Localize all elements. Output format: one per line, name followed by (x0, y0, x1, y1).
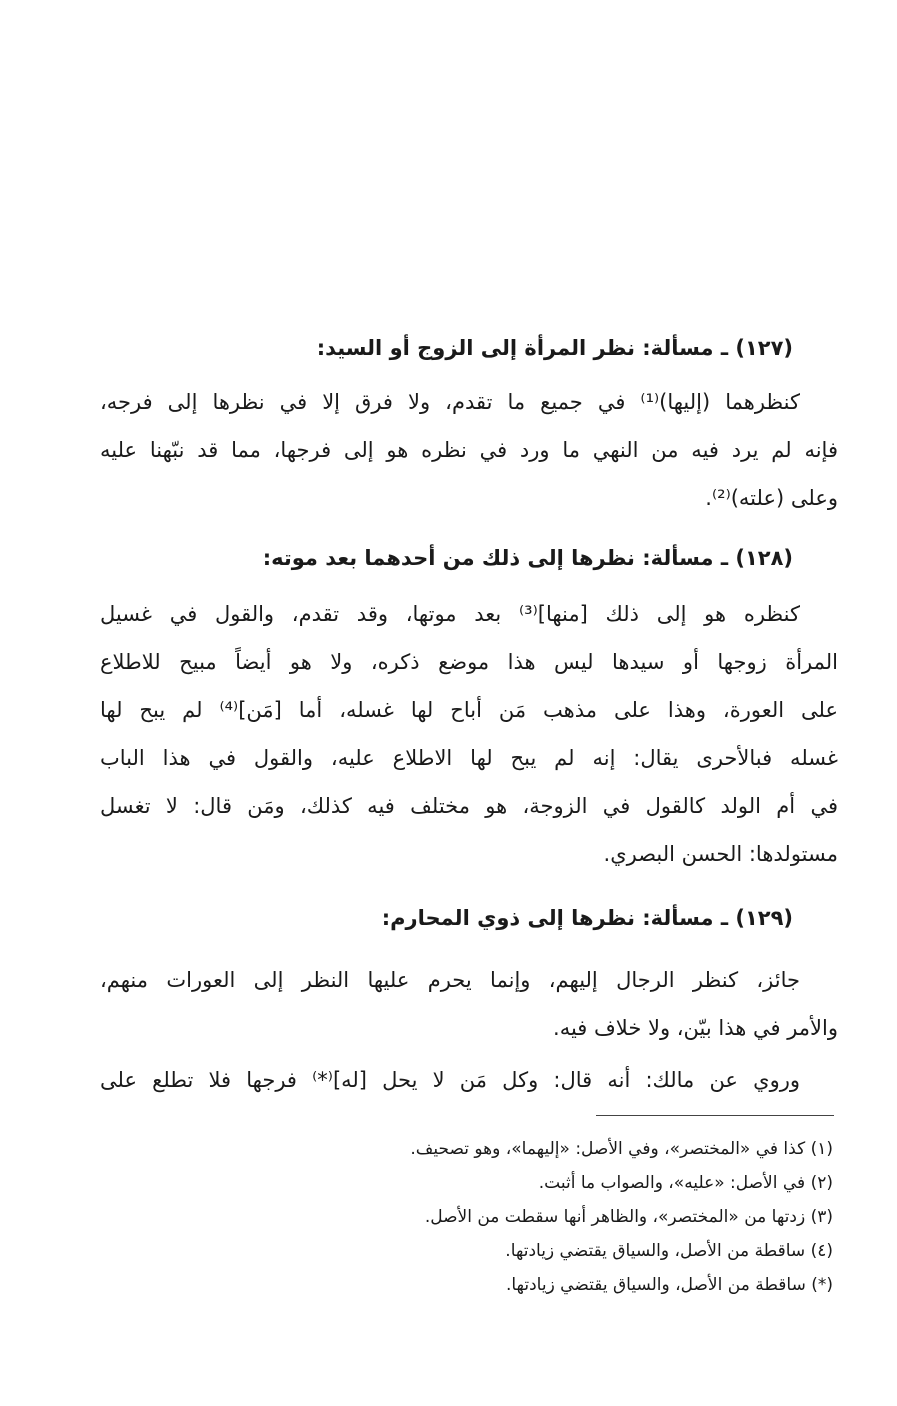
body-line: المرأة زوجها أو سيدها ليس هذا موضع ذكره، ولا هو أيضاً مبيح للاطلاع (100, 650, 838, 674)
section-body-128 (100, 590, 838, 878)
body-line: فإنه لم يرد فيه من النهي ما ورد في نظره هو إلى فرجها، مما قد نبّهنا عليه (100, 438, 838, 462)
footnote-1: (١) كذا في «المختصر»، وفي الأصل: «إليهما»، وهو تصحيف. (410, 1139, 833, 1159)
section-heading-128: (١٢٨) ـ مسألة: نظرها إلى ذلك من أحدهما بعد موته: (262, 546, 793, 570)
body-line: في أم الولد كالقول في الزوجة، هو مختلف فيه كذلك، ومَن قال: لا تغسل (100, 794, 838, 818)
body-line: كنظرهما (إليها)⁽¹⁾ في جميع ما تقدم، ولا فرق إلا في نظرها إلى فرجه، (100, 390, 800, 414)
body-line: وروي عن مالك: أنه قال: وكل مَن لا يحل [له]⁽*⁾ فرجها فلا تطلع على (100, 1068, 800, 1092)
section-heading-129: (١٢٩) ـ مسألة: نظرها إلى ذوي المحارم: (381, 906, 793, 930)
footnotes (113, 1132, 833, 1302)
body-line: غسله فبالأحرى يقال: إنه لم يبح لها الاطلاع عليه، والقول في هذا الباب (100, 746, 838, 770)
footnote-3: (٣) زدتها من «المختصر»، والظاهر أنها سقطت من الأصل. (424, 1207, 833, 1227)
section-body-127 (100, 378, 838, 522)
footnote-2: (٢) في الأصل: «عليه»، والصواب ما أثبت. (538, 1173, 833, 1193)
section-heading-127: (١٢٧) ـ مسألة: نظر المرأة إلى الزوج أو السيد: (316, 336, 793, 360)
body-line: وعلى (علته)⁽²⁾. (705, 486, 838, 510)
body-line: على العورة، وهذا على مذهب مَن أباح لها غسله، أما [مَن]⁽⁴⁾ لم يبح لها (100, 698, 838, 722)
section-body-129 (100, 956, 838, 1052)
footnote-divider (596, 1115, 834, 1116)
body-line: كنظره هو إلى ذلك [منها]⁽³⁾ بعد موتها، وقد تقدم، والقول في غسيل (100, 602, 800, 626)
section-body-129-continued (100, 1056, 838, 1104)
footnote-4: (٤) ساقطة من الأصل، والسياق يقتضي زيادتها. (505, 1241, 833, 1261)
body-line: جائز، كنظر الرجال إليهم، وإنما يحرم عليها النظر إلى العورات منهم، (100, 968, 800, 992)
body-line: مستولدها: الحسن البصري. (603, 842, 838, 866)
footnote-star: (*) ساقطة من الأصل، والسياق يقتضي زيادتها. (505, 1275, 833, 1295)
body-line: والأمر في هذا بيّن، ولا خلاف فيه. (553, 1016, 838, 1040)
